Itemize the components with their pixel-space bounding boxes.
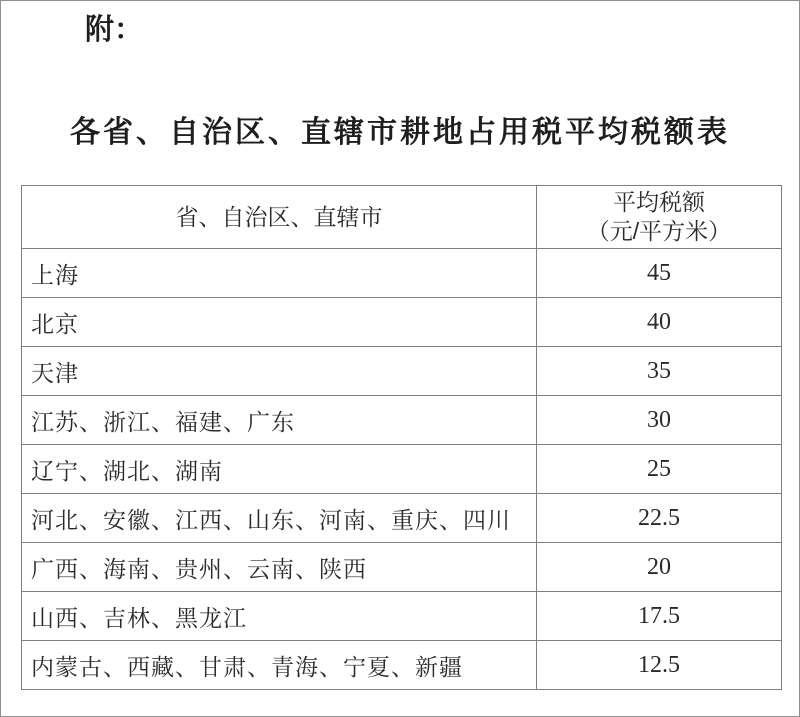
page-title: 各省、自治区、直辖市耕地占用税平均税额表 bbox=[70, 116, 730, 149]
amount-header-line1: 平均税额 bbox=[613, 189, 705, 216]
amount-cell: 25 bbox=[537, 445, 782, 494]
region-cell: 内蒙古、西藏、甘肃、青海、宁夏、新疆 bbox=[22, 641, 537, 690]
attachment-label: 附： bbox=[85, 14, 144, 46]
table-row bbox=[22, 592, 782, 641]
table-row bbox=[22, 494, 782, 543]
table-row bbox=[22, 445, 782, 494]
amount-cell: 12.5 bbox=[537, 641, 782, 690]
region-column-header: 省、自治区、直辖市 bbox=[22, 186, 537, 249]
amount-column-header bbox=[537, 186, 782, 249]
table-row bbox=[22, 543, 782, 592]
region-cell: 辽宁、湖北、湖南 bbox=[22, 445, 537, 494]
region-cell: 北京 bbox=[22, 298, 537, 347]
amount-cell: 20 bbox=[537, 543, 782, 592]
table-row bbox=[22, 347, 782, 396]
amount-cell: 40 bbox=[537, 298, 782, 347]
table-row bbox=[22, 396, 782, 445]
table-row bbox=[22, 249, 782, 298]
amount-header-line2: （元/平方米） bbox=[586, 218, 732, 244]
region-cell: 山西、吉林、黑龙江 bbox=[22, 592, 537, 641]
amount-cell: 17.5 bbox=[537, 592, 782, 641]
region-cell: 广西、海南、贵州、云南、陕西 bbox=[22, 543, 537, 592]
region-cell: 天津 bbox=[22, 347, 537, 396]
amount-cell: 45 bbox=[537, 249, 782, 298]
region-cell: 河北、安徽、江西、山东、河南、重庆、四川 bbox=[22, 494, 537, 543]
tax-rate-table bbox=[21, 185, 782, 690]
amount-cell: 35 bbox=[537, 347, 782, 396]
region-cell: 江苏、浙江、福建、广东 bbox=[22, 396, 537, 445]
amount-cell: 22.5 bbox=[537, 494, 782, 543]
region-cell: 上海 bbox=[22, 249, 537, 298]
table-header-row bbox=[22, 186, 782, 249]
table-row bbox=[22, 641, 782, 690]
amount-cell: 30 bbox=[537, 396, 782, 445]
table-row bbox=[22, 298, 782, 347]
